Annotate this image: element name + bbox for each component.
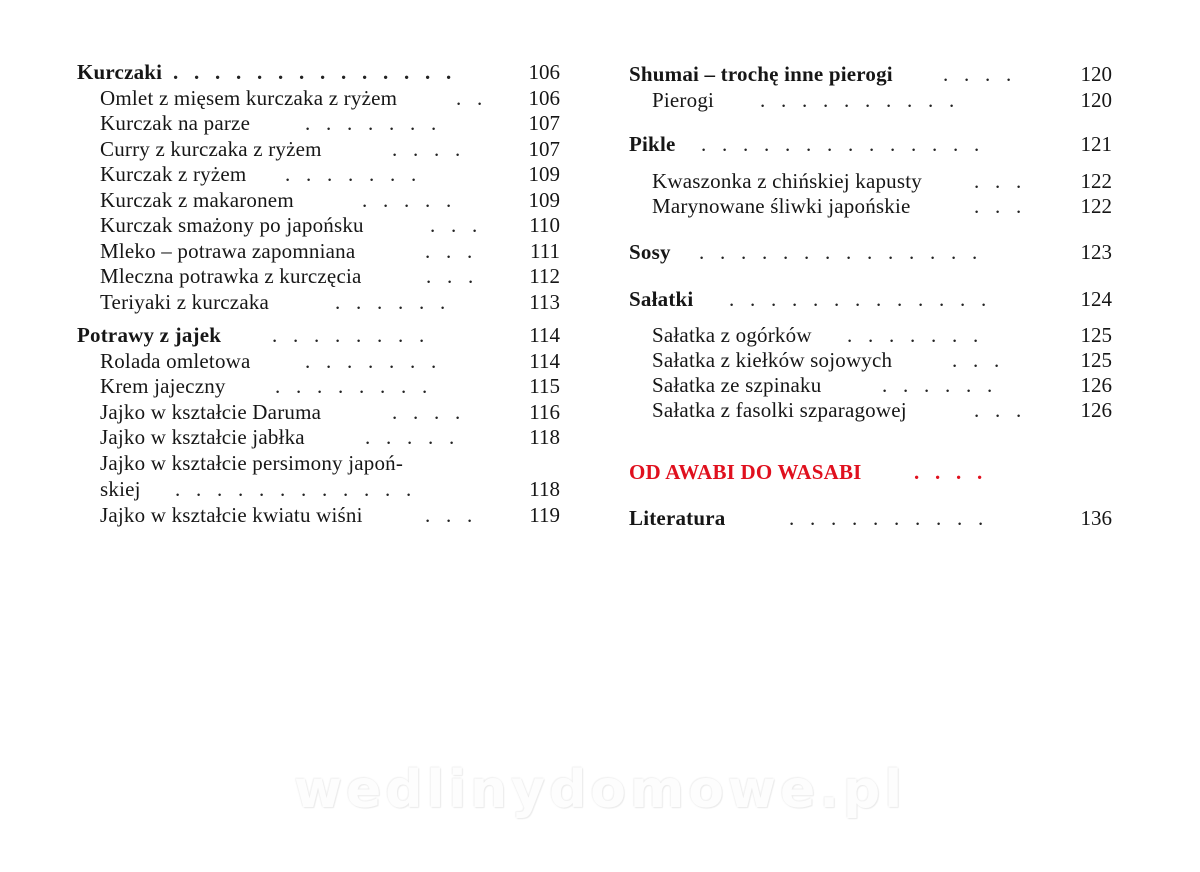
toc-entry: Kwaszonka z chińskiej kapusty . . . 122 <box>652 169 1112 193</box>
toc-entry: Jajko w kształcie jabłka . . . . . 118 <box>100 425 560 449</box>
toc-heading-highlight: OD AWABI DO WASABI . . . . <box>629 460 983 484</box>
toc-entry: Pierogi . . . . . . . . . . 120 <box>652 88 1112 112</box>
toc-entry: Curry z kurczaka z ryżem . . . . 107 <box>100 137 560 161</box>
toc-entry: Jajko w kształcie Daruma . . . . 116 <box>100 400 560 424</box>
toc-entry: Marynowane śliwki japońskie . . . 122 <box>652 194 1112 218</box>
toc-entry: Sałatka z ogórków . . . . . . . 125 <box>652 323 1112 347</box>
toc-entry: Sałatka z fasolki szparagowej . . . 126 <box>652 398 1112 422</box>
toc-heading: Sałatki . . . . . . . . . . . . . 124 <box>629 287 1112 311</box>
toc-heading: Shumai – trochę inne pierogi . . . . 120 <box>629 62 1112 86</box>
toc-entry: Kurczak na parze . . . . . . . 107 <box>100 111 560 135</box>
toc-entry: Kurczak smażony po japońsku . . . 110 <box>100 213 560 237</box>
toc-entry: Mleczna potrawka z kurczęcia . . . 112 <box>100 264 560 288</box>
toc-entry: Sałatka z kiełków sojowych . . . 125 <box>652 348 1112 372</box>
toc-entry: Krem jajeczny . . . . . . . . 115 <box>100 374 560 398</box>
toc-heading: Potrawy z jajek . . . . . . . . 114 <box>77 323 560 347</box>
toc-entry: Sałatka ze szpinaku . . . . . . 126 <box>652 373 1112 397</box>
toc-entry: Teriyaki z kurczaka . . . . . . 113 <box>100 290 560 314</box>
toc-heading: Pikle . . . . . . . . . . . . . . 121 <box>629 132 1112 156</box>
toc-heading: Literatura . . . . . . . . . . 136 <box>629 506 1112 530</box>
toc-entry: Mleko – potrawa zapomniana . . . 111 <box>100 239 560 263</box>
toc-entry: Jajko w kształcie persimony japoń- <box>100 451 404 475</box>
toc-heading: Kurczaki . . . . . . . . . . . . . . 106 <box>77 60 560 84</box>
toc-entry: Kurczak z makaronem . . . . . 109 <box>100 188 560 212</box>
toc-entry: Kurczak z ryżem . . . . . . . 109 <box>100 162 560 186</box>
toc-entry: Jajko w kształcie kwiatu wiśni . . . 119 <box>100 503 560 527</box>
watermark: wedlinydomowe.pl <box>293 760 907 820</box>
toc-entry: skiej . . . . . . . . . . . . 118 <box>100 477 560 501</box>
toc-heading: Sosy . . . . . . . . . . . . . . 123 <box>629 240 1112 264</box>
toc-entry: Omlet z mięsem kurczaka z ryżem . . 106 <box>100 86 560 110</box>
toc-entry: Rolada omletowa . . . . . . . 114 <box>100 349 560 373</box>
